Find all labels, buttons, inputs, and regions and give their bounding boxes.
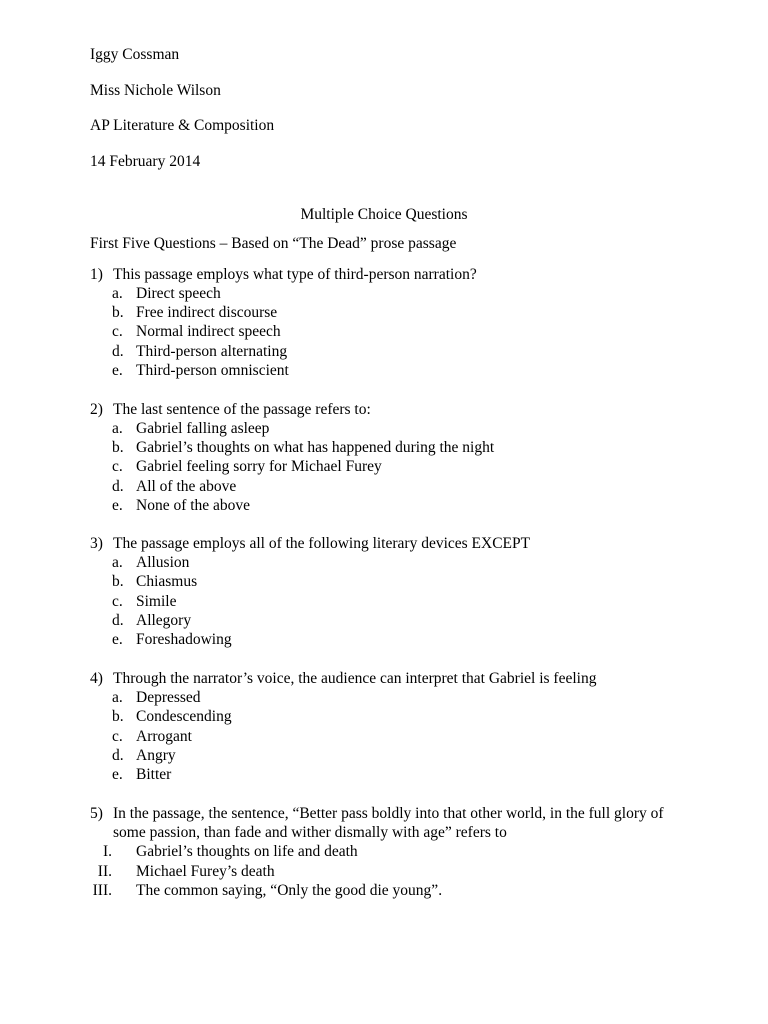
question-number: 4) [90, 670, 103, 687]
course-name: AP Literature & Composition [90, 117, 275, 134]
option-text: Direct speech [136, 285, 221, 302]
option-text: Foreshadowing [136, 631, 232, 648]
question-text-line-2: some passion, than fade and wither dismally with age” refers to [113, 824, 507, 841]
option-letter: d. [112, 343, 124, 360]
option-letter: c. [112, 728, 123, 745]
option-text: Michael Furey’s death [136, 863, 275, 880]
question-number: 5) [90, 805, 103, 822]
option-letter: b. [112, 304, 124, 321]
option-text: The common saying, “Only the good die young”. [136, 882, 443, 899]
question-number: 1) [90, 266, 103, 283]
option-letter: e. [112, 362, 123, 379]
question-number: 3) [90, 535, 103, 552]
option-letter: a. [112, 689, 123, 706]
option-letter: a. [112, 420, 123, 437]
option-letter: b. [112, 439, 124, 456]
option-text: Gabriel feeling sorry for Michael Furey [136, 458, 382, 475]
option-text: Simile [136, 593, 177, 610]
option-text: Gabriel’s thoughts on what has happened during the night [136, 439, 495, 456]
document-date: 14 February 2014 [90, 153, 201, 170]
student-name: Iggy Cossman [90, 46, 180, 63]
page-title: Multiple Choice Questions [300, 206, 468, 223]
question-text: This passage employs what type of third-person narration? [113, 266, 477, 283]
question-text-line-1: In the passage, the sentence, “Better pass boldly into that other world, in the full glory of [113, 805, 664, 822]
option-text: None of the above [136, 497, 251, 514]
option-letter: e. [112, 497, 123, 514]
question-number: 2) [90, 401, 103, 418]
option-letter: d. [112, 747, 124, 764]
option-letter: e. [112, 766, 123, 783]
option-text: Free indirect discourse [136, 304, 278, 321]
option-letter: c. [112, 458, 123, 475]
option-letter: a. [112, 554, 123, 571]
option-text: Gabriel’s thoughts on life and death [136, 843, 358, 860]
option-text: Chiasmus [136, 573, 198, 590]
option-letter: d. [112, 478, 124, 495]
option-letter: b. [112, 708, 124, 725]
option-text: Third-person omniscient [136, 362, 289, 379]
option-text: Condescending [136, 708, 232, 725]
question-text: The last sentence of the passage refers to: [113, 401, 371, 418]
option-letter: c. [112, 323, 123, 340]
teacher-name: Miss Nichole Wilson [90, 82, 221, 99]
option-text: Depressed [136, 689, 201, 706]
option-text: Allegory [136, 612, 192, 629]
question-text: The passage employs all of the following literary devices EXCEPT [113, 535, 531, 552]
option-letter: I. [102, 843, 112, 860]
option-text: Third-person alternating [136, 343, 288, 360]
option-letter: b. [112, 573, 124, 590]
option-letter: c. [112, 593, 123, 610]
option-letter: e. [112, 631, 123, 648]
option-text: Arrogant [136, 728, 192, 745]
option-text: Allusion [136, 554, 190, 571]
option-text: Gabriel falling asleep [136, 420, 270, 437]
section-subtitle: First Five Questions – Based on “The Dead” prose passage [90, 235, 457, 252]
option-letter: III. [92, 882, 112, 899]
option-text: Angry [136, 747, 176, 764]
option-text: All of the above [136, 478, 237, 495]
option-letter: II. [97, 863, 112, 880]
option-letter: a. [112, 285, 123, 302]
option-text: Normal indirect speech [136, 323, 281, 340]
question-text: Through the narrator’s voice, the audience can interpret that Gabriel is feeling [113, 670, 597, 687]
option-text: Bitter [136, 766, 172, 783]
option-letter: d. [112, 612, 124, 629]
